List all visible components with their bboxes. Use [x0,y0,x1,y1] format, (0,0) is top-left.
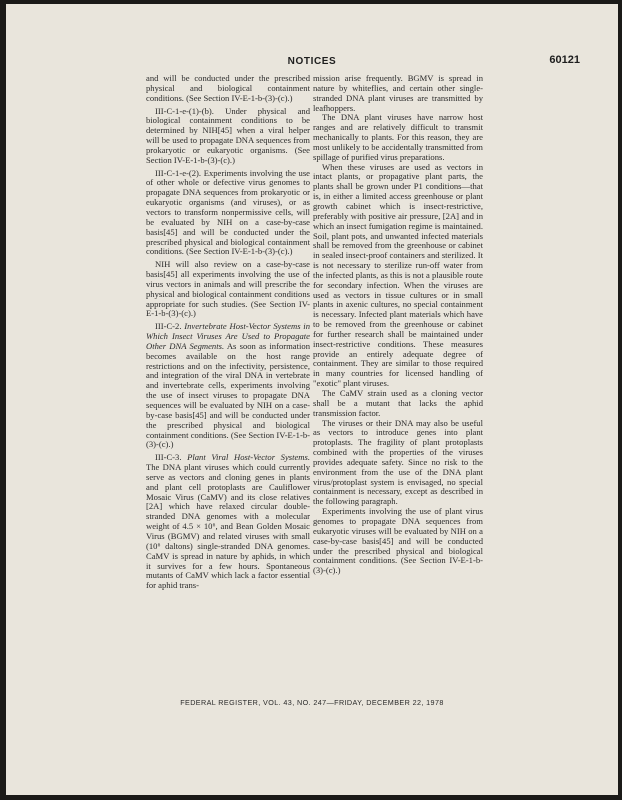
page-number: 60121 [549,54,580,66]
section-paragraph: III-C-3. Plant Viral Host-Vector Systems. The DNA plant viruses which could currently serve as vectors and cloning genes in plants and plant cell protoplasts are Cauliflower Mosaic Virus (CaMV) and its close relatives [2A] which have relaxed circular double-stranded DNA genomes with a molecular weight of 4.5 × 10⁶, and Bean Golden Mosaic Virus (BGMV) and related viruses with small (10⁶ daltons) single-stranded DNA genomes. CaMV is spread in nature by aphids, in which it survives for a few hours. Spontaneous mutants of CaMV which lack a factor essential for aphid trans- [146,452,311,591]
paragraph: and will be conducted under the prescribed physical and biological containment conditions. (See Section IV-E-1-b-(3)-(c).) [146,73,310,103]
paragraph: mission arise frequently. BGMV is spread in nature by whiteflies, and certain other single-stranded DNA plant viruses are transmitted by leafhoppers. [313,73,483,113]
text-column-right [313,74,483,576]
section-heading: Invertebrate Host-Vector Systems in Which Insect Viruses Are Used to Propagate Other DNA Segments. [146,321,310,351]
paragraph: Experiments involving the use of plant virus genomes to propagate DNA sequences from eukaryotic viruses will be evaluated by NIH on a case-by-case basis[45] and will be conducted under the prescribed physical and biological containment conditions. (See Section IV-E-1-b-(3)-(c).) [313,506,483,576]
paragraph: III-C-1-e-(1)-(b). Under physical and biological containment conditions to be determined by NIH[45] when a viral helper will be used to propagate DNA sequences from prokaryotic or eukaryotic organisms. (See Section IV-E-1-b-(3)-(c).) [146,105,310,165]
paragraph: The CaMV strain used as a cloning vector shall be a mutant that lacks the aphid transmission factor. [313,388,483,418]
paragraph: When these viruses are used as vectors in intact plants, or propagative plant parts, the plants shall be grown under P1 conditions—that is, in either a limited access greenhouse or plant growth cabinet which is insect-restrictive, preferably with positive air pressure, [2A] and in which an insect fumigation regime is maintained. Soil, plant pots, and unwanted infected materials shall be removed from the greenhouse or cabinet in sealed insect-proof containers and sterilized. It is not necessary to sterilize run-off water from the infected plants, as this is not a plausible route for secondary infection. When the viruses are used as vectors in tissue cultures or in small plants in axenic cultures, no special containment is necessary. Infected plant materials which have to be removed from the greenhouse or cabinet for further research shall be maintained under insect-restrictive conditions. These measures provide an entirely adequate degree of containment. They are similar to those required in many countries for licensed handling of "exotic" plant viruses. [313,161,483,389]
page-header-title: NOTICES [287,56,337,67]
paragraph: The DNA plant viruses have narrow host ranges and are relatively difficult to transmit mechanically to plants. For this reason, they are most unlikely to be accidentally transmitted from spillage of purified virus preparations. [313,112,483,162]
paragraph: III-C-1-e-(2). Experiments involving the use of other whole or defective virus genomes to propagate DNA sequences from prokaryotic or eukaryotic organisms (and viruses), or as vectors to transform nonpermissive cells, will be evaluated by NIH on a case-by-case basis[45] and will be conducted under the prescribed physical and biological containment conditions. (See Section IV-E-1-b-(3)-(c).) [146,167,310,257]
section-paragraph: III-C-2. Invertebrate Host-Vector Systems in Which Insect Viruses Are Used to Propagate Other DNA Segments. As soon as information becomes available on the host range restrictions and on the infectivity, persistence, and integration of the viral DNA in vertebrate and invertebrate cells, experiments involving the use of insect viruses to propagate DNA sequences will be evaluated by NIH on a case-by-case basis[45] and will be conducted under the prescribed physical and biological containment conditions. (See Section IV-E-1-b-(3)-(c).) [146,321,310,450]
paragraph: NIH will also review on a case-by-case basis[45] all experiments involving the use of virus vectors in animals and will prescribe the physical and biological containment conditions appropriate for such studies. (See Section IV-E-1-b-(3)-(c).) [146,259,310,319]
paragraph: The viruses or their DNA may also be useful as vectors to introduce genes into plant protoplasts. The fragility of plant protoplasts combined with the properties of the viruses provides adequate safety. Since no risk to the environment from the use of the DNA plant virus/protoplast system is envisaged, no special containment is necessary, except as described in the following paragraph. [313,417,483,507]
section-heading: Plant Viral Host-Vector Systems. [187,452,311,463]
text-column-left [146,74,310,591]
page-footer: FEDERAL REGISTER, VOL. 43, NO. 247—FRIDAY, DECEMBER 22, 1978 [180,698,444,707]
document-page [6,4,618,795]
